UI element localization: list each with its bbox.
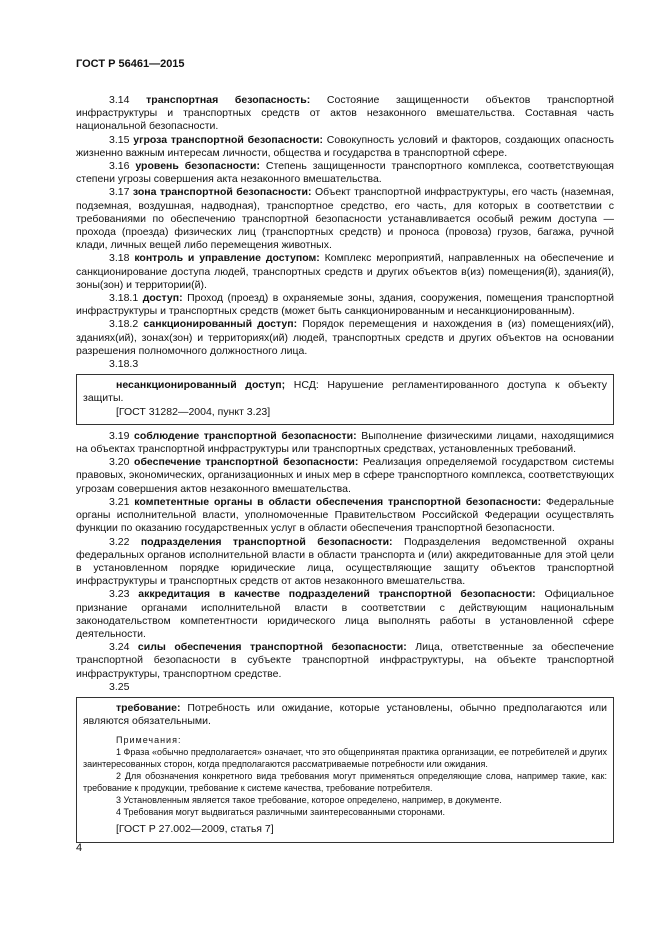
entry-number: 3.18.1: [109, 292, 139, 305]
page-number: 4: [76, 842, 83, 854]
notes-block: [83, 734, 607, 818]
entry-number: 3.18: [109, 252, 130, 265]
entry-term: аккредитация в качестве подразделений транспортной безопасности:: [138, 588, 536, 601]
entry-definition: НСД: Нарушение регламентированного доступа к объекту защиты.: [83, 379, 608, 405]
boxed-term-frame: [76, 697, 614, 843]
entry-definition: Проход (проезд) в охраняемые зоны, здания, сооружения, помещения транспортной инфраструктуры и транспортных средств (может быть санкционированным и несанкционированным).: [76, 292, 614, 318]
term-entry: [76, 430, 614, 456]
term-entry: [76, 456, 614, 496]
entry-number: 3.15: [109, 133, 130, 146]
entry-number: 3.14: [109, 94, 130, 106]
document-header: ГОСТ Р 56461—2015: [76, 58, 185, 70]
entry-term: санкционированный доступ:: [143, 318, 298, 331]
boxed-entry-number: 3.18.3: [109, 358, 139, 371]
term-entry: [76, 641, 614, 681]
boxed-term-entry: [83, 379, 607, 405]
term-entry: [76, 588, 614, 641]
entries-group-1: [76, 94, 614, 358]
entry-number: 3.23: [109, 588, 130, 601]
entry-definition: Подразделения ведомственной охраны федеральных органов исполнительной власти в области транспорта и (или) аккредитованные для этой цели в установленном порядке юридические лица, осуществляющие защиту объектов транспортной инфраструктуры и транспортных средств от актов незаконного вмешательства.: [76, 535, 615, 588]
term-entry: [76, 292, 614, 318]
entry-definition: Реализация определяемой государством системы правовых, экономических, организационных и иных мер в сфере транспортного комплекса, соответствующих угрозам совершения актов незаконного вмешательства.: [76, 456, 614, 495]
boxed-term-frame: [76, 374, 614, 425]
entry-term: транспортная безопасность:: [146, 94, 311, 106]
entry-definition: Выполнение физическими лицами, находящимися на объектах транспортной инфраструктуры или транспортных средствах, установленных требований.: [76, 429, 614, 456]
entry-definition: Федеральные органы исполнительной власти, уполномоченные Правительством Российской Федерации осуществлять функции по оказанию государственных услуг в области обеспечения транспортной безопасности.: [76, 495, 614, 535]
entry-number: 3.21: [109, 495, 130, 508]
entry-term: требование:: [116, 701, 181, 714]
entry-number: 3.19: [109, 429, 130, 442]
note-item: 1 Фраза «обычно предполагается» означает, что это общепринятая практика организации, ее потребителей и других заинтересованных сторон, когда предполагаются рассматриваемые потребности или ожидания.: [83, 747, 607, 770]
entry-term: обеспечение транспортной безопасности:: [134, 456, 359, 469]
entry-source: [ГОСТ Р 27.002—2009, статья 7]: [116, 823, 274, 836]
entry-definition: Состояние защищенности объектов транспортной инфраструктуры и транспортных средств от актов незаконного вмешательства. Составная часть национальной безопасности.: [76, 94, 615, 133]
entries-group-2: [76, 430, 614, 681]
entry-definition: Потребность или ожидание, которые установлены, обычно предполагаются или являются обязательными.: [83, 701, 607, 728]
notes-title: Примечания:: [116, 735, 182, 746]
entry-definition: Объект транспортной инфраструктуры, его часть (наземная, подземная, воздушная, надводная), транспортное средство, его часть, для которых в соответствии с требованиями по обеспечению транспортной безопасности устанавливается особый режим доступа — прохода (проезда) физических лиц (транспортных средств) и проноса (провоза) грузов, багажа, ручной клади, личных вещей либо перемещения животных.: [76, 186, 615, 252]
note-item: 3 Установленным является такое требование, которое определено, например, в документе.: [116, 795, 502, 806]
entry-term: компетентные органы в области обеспечения транспортной безопасности:: [134, 495, 542, 508]
note-item: 4 Требования могут выдвигаться различными заинтересованными сторонами.: [116, 807, 445, 818]
term-entry: [76, 536, 614, 589]
entry-term: угроза транспортной безопасности:: [133, 133, 323, 146]
entry-number: 3.22: [109, 535, 130, 548]
entry-number: 3.16: [109, 160, 130, 173]
entry-term: подразделения транспортной безопасности:: [140, 535, 393, 548]
entry-source: [ГОСТ 31282—2004, пункт 3.23]: [116, 405, 271, 418]
entry-number: 3.18.2: [109, 318, 139, 331]
entry-definition: Степень защищенности транспортного комплекса, соответствующая степени угрозы совершения акта незаконного вмешательства.: [76, 160, 614, 186]
entry-term: доступ:: [142, 292, 183, 305]
term-entry: [76, 186, 614, 252]
entry-term: контроль и управление доступом:: [134, 252, 320, 265]
note-item: 2 Для обозначения конкретного вида требования могут применяться определяющие слова, например такие, как: требование к продукции, требование к системе качества, требование потребителя.: [83, 771, 607, 794]
entry-term: силы обеспечения транспортной безопасности:: [137, 641, 407, 654]
entry-number: 3.20: [109, 456, 130, 469]
entry-definition: Лица, ответственные за обеспечение транспортной безопасности в субъекте транспортной инфраструктуры, на объекте транспортной инфраструктуры, транспортном средстве.: [76, 641, 615, 680]
entry-number: 3.17: [109, 186, 130, 199]
entry-term: уровень безопасности:: [135, 160, 261, 173]
entry-number: 3.24: [109, 641, 130, 654]
entry-definition: Совокупность условий и факторов, создающих опасность жизненно важным интересам личности, общества и государства в транспортной сфере.: [76, 133, 615, 159]
entry-term: зона транспортной безопасности:: [132, 186, 312, 199]
entry-term: несанкционированный доступ;: [116, 379, 286, 392]
boxed-term-entry: [83, 702, 607, 728]
term-entry: [76, 496, 614, 536]
entry-term: соблюдение транспортной безопасности:: [134, 429, 357, 442]
term-entry: [76, 94, 614, 134]
term-entry: [76, 318, 614, 358]
term-entry: [76, 134, 614, 160]
entry-definition: Комплекс мероприятий, направленных на обеспечение и санкционирование доступа людей, транспортных средств и других объектов в(из) помещения(й), здания(й), зоны(зон) и территории(й).: [76, 252, 615, 291]
entry-definition: Порядок перемещения и нахождения в (из) помещениях(ий), зданиях(ий), зонах(зон) и территориях(ий) людей, транспортных средств и других объектов на основании разрешения полномочного должностного лица.: [76, 318, 615, 357]
term-entry: [76, 160, 614, 186]
term-entry: [76, 252, 614, 292]
document-body: [76, 94, 614, 848]
entry-definition: Официальное признание органами исполнительной власти в соответствии с действующим национальным законодательством компетентности юридического лица выполнять работы в установленной сфере деятельности.: [76, 588, 614, 640]
boxed-entry-number: 3.25: [109, 680, 130, 693]
